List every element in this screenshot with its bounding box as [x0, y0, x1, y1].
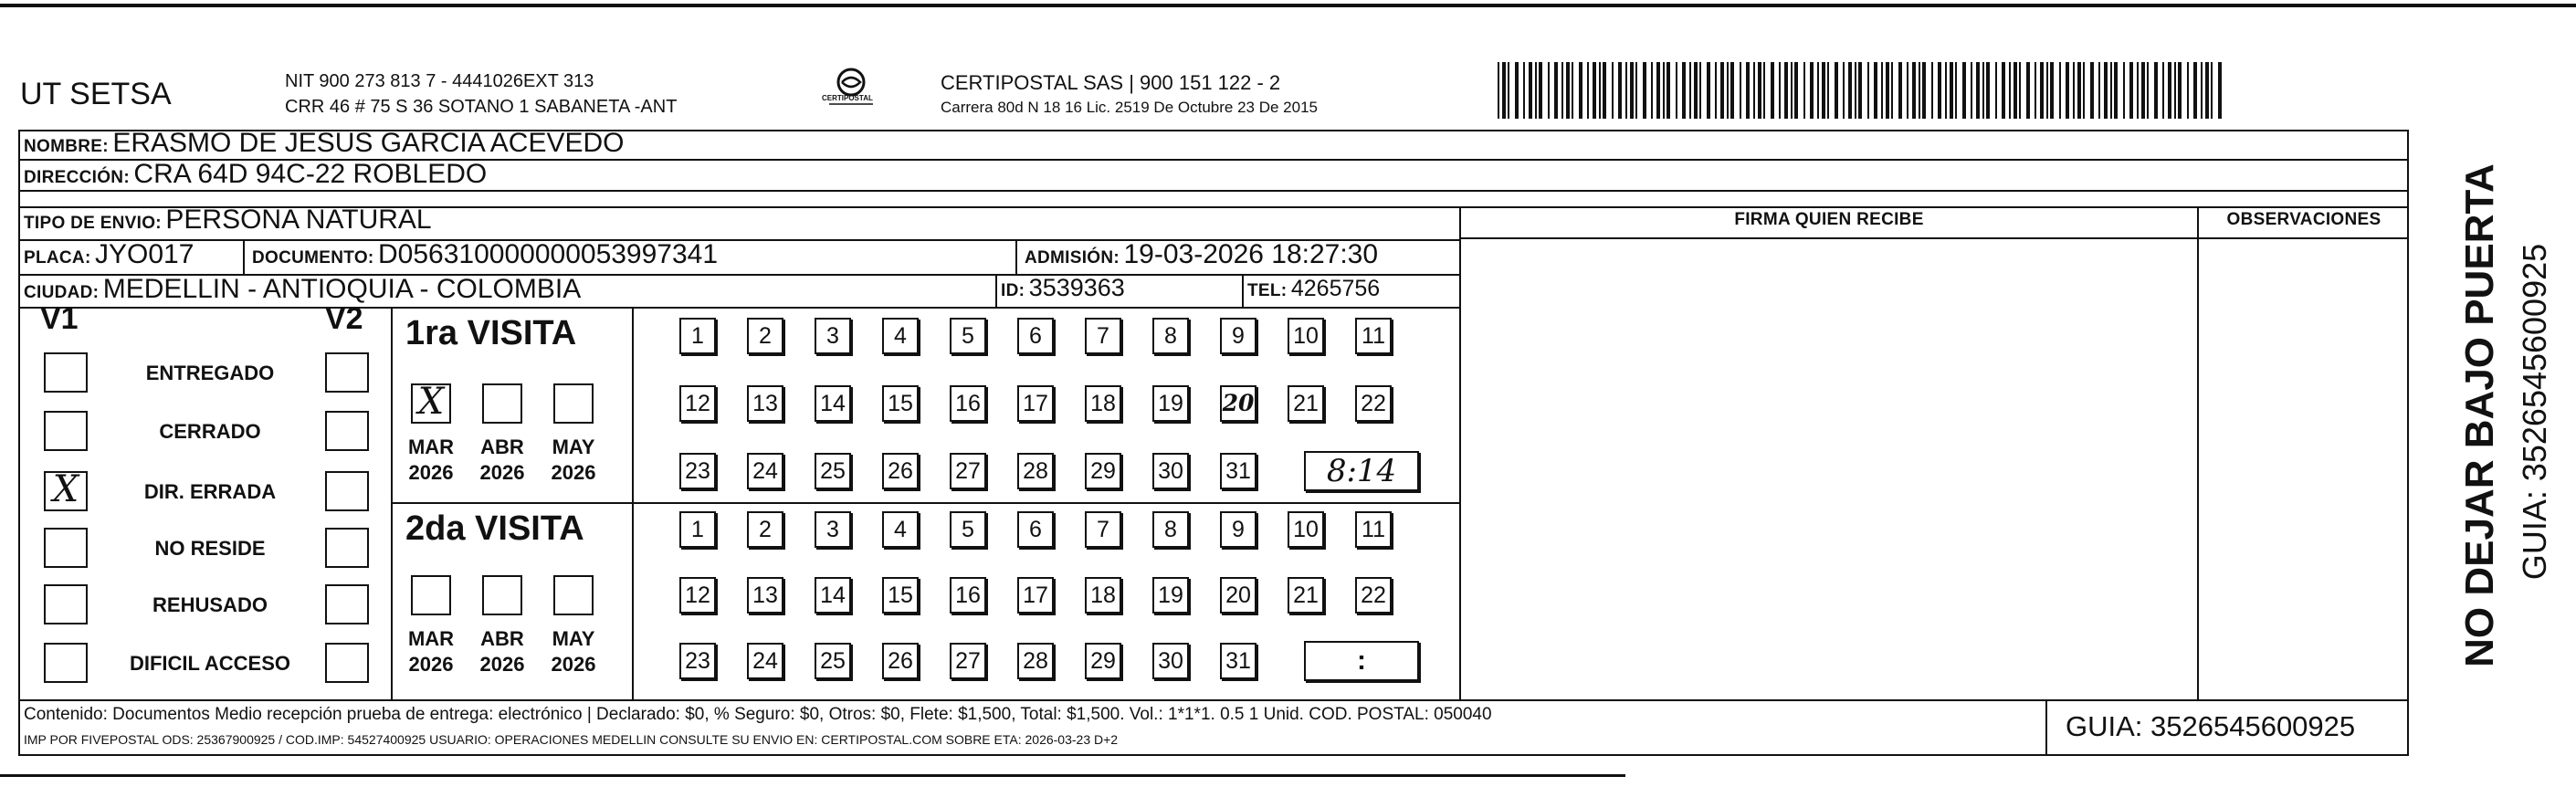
barcode-bar: [1982, 62, 1984, 119]
col-divider: [1459, 206, 1461, 699]
barcode-bar: [1919, 62, 1920, 119]
barcode-bar: [1803, 62, 1805, 119]
barcode-bar: [1667, 62, 1670, 119]
second-visit-day[interactable]: 12: [679, 577, 716, 614]
barcode-bar: [1689, 62, 1691, 119]
top-scan-line: [0, 4, 2576, 7]
barcode-bar: [2090, 62, 2094, 119]
bottom-scan-line: [0, 774, 1625, 777]
barcode-bar: [1912, 62, 1916, 119]
barcode-bar: [1618, 62, 1622, 119]
barcode-bar: [1707, 62, 1710, 119]
barcode-bar: [1995, 62, 1997, 119]
barcode-bar: [1715, 62, 1717, 119]
second-visit-day[interactable]: 3: [815, 511, 851, 548]
barcode-bar: [2019, 62, 2021, 119]
barcode-bar: [1976, 62, 1980, 119]
tipo-value: PERSONA NATURAL: [165, 205, 432, 235]
v1-checkbox[interactable]: [44, 584, 88, 624]
second-visit-month-checkbox[interactable]: [411, 575, 451, 615]
barcode-bar: [2211, 62, 2213, 119]
second-visit-month-checkbox[interactable]: [553, 575, 594, 615]
company-address: CRR 46 # 75 S 36 SOTANO 1 SABANETA -ANT: [285, 97, 678, 117]
second-visit-day[interactable]: 8: [1152, 511, 1189, 548]
second-visit-day[interactable]: 11: [1355, 511, 1392, 548]
first-visit-day[interactable]: 27: [950, 453, 986, 489]
first-visit-day[interactable]: 9: [1220, 318, 1256, 354]
month-name: ABR: [480, 435, 524, 458]
barcode-bar: [1874, 62, 1877, 119]
barcode-bar: [1971, 62, 1972, 119]
barcode-bar: [1740, 62, 1741, 119]
direccion-label: DIRECCIÓN:: [24, 168, 130, 187]
tipo-row: [24, 205, 432, 236]
logo-text: CERTIPOSTAL: [822, 94, 873, 102]
first-visit-day[interactable]: 16: [950, 385, 986, 422]
barcode-bar: [1931, 62, 1933, 119]
first-visit-day[interactable]: 30: [1152, 453, 1189, 489]
first-visit-day[interactable]: 29: [1085, 453, 1121, 489]
v2-checkbox[interactable]: [325, 584, 369, 624]
nombre-label: NOMBRE:: [24, 137, 109, 156]
month-year: 2026: [408, 461, 454, 484]
v1-checkbox[interactable]: [44, 411, 88, 451]
documento-cell: [252, 239, 718, 270]
barcode-bar: [1625, 62, 1627, 119]
barcode-bar: [2050, 62, 2054, 119]
barcode-bar: [1858, 62, 1862, 119]
barcode-bar: [2178, 62, 2182, 119]
first-visit-day[interactable]: 6: [1017, 318, 1054, 354]
status-label: DIFICIL ACCESO: [129, 652, 290, 675]
first-visit-day[interactable]: 22: [1355, 385, 1392, 422]
second-visit-day[interactable]: 21: [1288, 577, 1324, 614]
month-year: 2026: [479, 653, 525, 676]
barcode-bar: [1508, 62, 1509, 119]
barcode-bar: [1791, 62, 1793, 119]
direccion-value: CRA 64D 94C-22 ROBLEDO: [133, 159, 488, 189]
barcode-bar: [2040, 62, 2044, 119]
placa-value: JYO017: [95, 239, 195, 269]
certipostal-nit: CERTIPOSTAL SAS | 900 151 122 - 2: [941, 71, 1281, 94]
check-mark: X: [417, 381, 445, 423]
first-visit-day[interactable]: 24: [747, 453, 783, 489]
barcode-bar: [1599, 62, 1601, 119]
barcode-bar: [1502, 62, 1506, 119]
second-visit-day[interactable]: 28: [1017, 643, 1054, 679]
month-name: MAR: [407, 627, 455, 650]
status-label: CERRADO: [159, 420, 261, 443]
second-visit-month-checkbox[interactable]: [482, 575, 522, 615]
barcode-bar: [1753, 62, 1755, 119]
v1-header: V1: [40, 301, 79, 336]
row-divider: [18, 190, 2409, 192]
placa-label: PLACA:: [24, 248, 91, 268]
second-visit-day[interactable]: 31: [1220, 643, 1256, 679]
barcode-bar: [1566, 62, 1570, 119]
first-visit-day[interactable]: 8: [1152, 318, 1189, 354]
barcode-bar: [1794, 62, 1798, 119]
barcode-bar: [1635, 62, 1637, 119]
col-divider: [2197, 206, 2199, 699]
barcode-bar: [2104, 62, 2108, 119]
admision-label: ADMISIÓN:: [1025, 248, 1120, 268]
barcode-bar: [1515, 62, 1519, 119]
barcode-bar: [1938, 62, 1941, 119]
observaciones-header: OBSERVACIONES: [2226, 210, 2381, 229]
second-visit-day[interactable]: 16: [950, 577, 986, 614]
first-visit-day[interactable]: 13: [747, 385, 783, 422]
barcode-bar: [1587, 62, 1589, 119]
barcode-bar: [2168, 62, 2171, 119]
month-name: ABR: [480, 627, 524, 650]
barcode-bar: [1539, 62, 1542, 119]
barcode-bar: [2141, 62, 2145, 119]
barcode-bar: [1730, 62, 1734, 119]
barcode-bar: [1758, 62, 1761, 119]
barcode-bar: [1986, 62, 1990, 119]
col-divider: [995, 274, 997, 307]
month-year: 2026: [551, 461, 596, 484]
v1-checkbox[interactable]: [44, 528, 88, 568]
barcode-bar: [1763, 62, 1765, 119]
barcode-bar: [2110, 62, 2112, 119]
first-visit-day[interactable]: 21: [1288, 385, 1324, 422]
side-warning: NO DEJAR BAJO PUERTA: [2457, 163, 2502, 667]
second-visit-day[interactable]: 10: [1288, 511, 1324, 548]
visit-divider: [391, 502, 1461, 504]
barcode-bar: [2193, 62, 2197, 119]
first-visit-day[interactable]: 7: [1085, 318, 1121, 354]
barcode-bar: [2137, 62, 2139, 119]
month-label: [469, 626, 535, 677]
barcode-bar: [2162, 62, 2164, 119]
second-visit-day[interactable]: 20: [1220, 577, 1256, 614]
certipostal-logo: [824, 66, 878, 111]
tel-label: TEL:: [1247, 281, 1288, 300]
col-divider: [1015, 239, 1017, 274]
second-visit-day[interactable]: 15: [882, 577, 919, 614]
second-visit-day[interactable]: 13: [747, 577, 783, 614]
first-visit-day[interactable]: 1: [679, 318, 716, 354]
v2-checkbox[interactable]: [325, 528, 369, 568]
month-name: MAY: [552, 435, 595, 458]
barcode-bar: [1572, 62, 1573, 119]
barcode-bar: [2077, 62, 2081, 119]
barcode-bar: [2201, 62, 2203, 119]
barcode-bar: [1867, 62, 1869, 119]
first-visit-day[interactable]: 4: [882, 318, 919, 354]
first-visit-day[interactable]: 14: [815, 385, 851, 422]
status-label: ENTREGADO: [145, 362, 275, 384]
barcode-bar: [2066, 62, 2069, 119]
check-mark: X: [52, 468, 79, 510]
barcode-bar: [1523, 62, 1525, 119]
month-label: [541, 626, 606, 677]
status-label: DIR. ERRADA: [143, 480, 277, 503]
second-visit-time[interactable]: :: [1304, 641, 1419, 681]
barcode-bar: [2083, 62, 2085, 119]
ciudad-value: MEDELLIN - ANTIOQUIA - COLOMBIA: [102, 274, 582, 304]
v2-checkbox[interactable]: [325, 471, 369, 511]
first-visit-day[interactable]: 11: [1355, 318, 1392, 354]
barcode-bar: [1945, 62, 1947, 119]
barcode-bar: [2154, 62, 2158, 119]
v1-checkbox[interactable]: [44, 468, 88, 511]
row-divider: [18, 307, 1461, 309]
barcode-bar: [2187, 62, 2189, 119]
first-visit-day[interactable]: 17: [1017, 385, 1054, 422]
firma-header: FIRMA QUIEN RECIBE: [1734, 210, 1924, 229]
status-label: REHUSADO: [152, 593, 268, 616]
month-year: 2026: [408, 653, 454, 676]
barcode-bar: [2174, 62, 2176, 119]
barcode-bar: [1656, 62, 1660, 119]
barcode-bar: [1630, 62, 1634, 119]
barcode-bar: [1771, 62, 1774, 119]
barcode-bar: [2147, 62, 2149, 119]
first-visit-day[interactable]: 18: [1085, 385, 1121, 422]
barcode-bar: [2002, 62, 2005, 119]
v2-header: V2: [325, 301, 363, 336]
barcode-bar: [1651, 62, 1653, 119]
first-visit-day[interactable]: 23: [679, 453, 716, 489]
second-visit-day[interactable]: 23: [679, 643, 716, 679]
barcode-bar: [2035, 62, 2036, 119]
first-visit-month-checkbox[interactable]: [482, 383, 522, 424]
barcode-bar: [2059, 62, 2061, 119]
barcode-bar: [1848, 62, 1852, 119]
first-visit-month-checkbox[interactable]: [553, 383, 594, 424]
second-visit-day[interactable]: 4: [882, 511, 919, 548]
id-cell: [1001, 274, 1125, 302]
second-visit-day[interactable]: 1: [679, 511, 716, 548]
second-visit-day[interactable]: 18: [1085, 577, 1121, 614]
footer-imp: IMP POR FIVEPOSTAL ODS: 25367900925 / COD.IMP: 54527400925 USUARIO: OPERACIONES MEDELLIN CONSULTE SU ENVIO EN: CERTIPOSTAL.COM SOBRE ETA: 2026-03-23 D+2: [24, 732, 1119, 747]
v2-checkbox[interactable]: [325, 352, 369, 393]
barcode-bar: [1855, 62, 1856, 119]
side-rotated-text: [2416, 163, 2553, 676]
second-visit-day[interactable]: 25: [815, 643, 851, 679]
barcode-bar: [2123, 62, 2125, 119]
barcode-bar: [1694, 62, 1698, 119]
first-visit-day[interactable]: 25: [815, 453, 851, 489]
month-name: MAY: [552, 627, 595, 650]
first-visit-day[interactable]: 3: [815, 318, 851, 354]
tipo-label: TIPO DE ENVIO:: [24, 214, 162, 233]
barcode-bar: [1746, 62, 1750, 119]
second-visit-day[interactable]: 9: [1220, 511, 1256, 548]
company-nit: NIT 900 273 813 7 - 4441026EXT 313: [285, 71, 594, 91]
barcode-bar: [1561, 62, 1563, 119]
barcode-bar: [1699, 62, 1701, 119]
barcode-bar: [1886, 62, 1889, 119]
second-visit-header: 2da VISITA: [405, 509, 584, 548]
first-visit-day[interactable]: 20: [1220, 385, 1256, 422]
barcode-bar: [1676, 62, 1677, 119]
col-divider: [2045, 699, 2047, 756]
barcode-bar: [1720, 62, 1724, 119]
ciudad-label: CIUDAD:: [24, 283, 100, 302]
barcode-bar: [1579, 62, 1582, 119]
month-label: [398, 626, 464, 677]
documento-label: DOCUMENTO:: [252, 248, 374, 268]
month-year: 2026: [551, 653, 596, 676]
side-guia: GUIA: 3526545600925: [2516, 243, 2553, 581]
barcode-bar: [1784, 62, 1788, 119]
second-visit-day[interactable]: 2: [747, 511, 783, 548]
direccion-row: [24, 159, 487, 190]
barcode-bar: [2013, 62, 2017, 119]
placa-cell: [24, 239, 194, 270]
barcode-bar: [1922, 62, 1926, 119]
barcode-bar: [2205, 62, 2209, 119]
v1-checkbox[interactable]: [44, 352, 88, 393]
barcode-bar: [1498, 62, 1499, 119]
second-visit-day[interactable]: 19: [1152, 577, 1189, 614]
admision-cell: [1025, 239, 1378, 270]
barcode-bar: [1955, 62, 1957, 119]
barcode-bar: [1881, 62, 1883, 119]
status-label: NO RESIDE: [154, 537, 266, 560]
second-visit-day[interactable]: 14: [815, 577, 851, 614]
barcode-bar: [1898, 62, 1902, 119]
nombre-value: ERASMO DE JESUS GARCIA ACEVEDO: [112, 128, 625, 158]
barcode-bar: [1529, 62, 1532, 119]
company-name: UT SETSA: [20, 77, 172, 111]
first-visit-day[interactable]: 12: [679, 385, 716, 422]
admision-value: 19-03-2026 18:27:30: [1123, 239, 1379, 269]
footer-guia: GUIA: 3526545600925: [2066, 710, 2356, 742]
first-visit-day[interactable]: 19: [1152, 385, 1189, 422]
v2-checkbox[interactable]: [325, 643, 369, 683]
second-visit-day[interactable]: 6: [1017, 511, 1054, 548]
barcode-bar: [1643, 62, 1646, 119]
first-visit-day[interactable]: 31: [1220, 453, 1256, 489]
barcode-bar: [1554, 62, 1558, 119]
month-year: 2026: [479, 461, 525, 484]
barcode-bar: [1593, 62, 1596, 119]
first-visit-day[interactable]: 5: [950, 318, 986, 354]
barcode-bar: [1682, 62, 1686, 119]
barcode-bar: [1843, 62, 1845, 119]
first-visit-time[interactable]: 8:14: [1304, 451, 1419, 491]
barcode-bar: [2129, 62, 2133, 119]
second-visit-day[interactable]: 30: [1152, 643, 1189, 679]
col-divider: [1242, 274, 1244, 307]
barcode-bar: [1822, 62, 1825, 119]
certipostal-license: Carrera 80d N 18 16 Lic. 2519 De Octubre 23 De 2015: [941, 99, 1318, 116]
id-value: 3539363: [1028, 274, 1125, 301]
barcode-bar: [2098, 62, 2100, 119]
barcode-bar: [2073, 62, 2075, 119]
barcode-bar: [1663, 62, 1665, 119]
barcode-bar: [1727, 62, 1729, 119]
second-visit-day[interactable]: 5: [950, 511, 986, 548]
ciudad-cell: [24, 274, 581, 305]
barcode-bar: [2218, 62, 2222, 119]
barcode-bar: [1535, 62, 1537, 119]
month-label: [469, 435, 535, 486]
barcode-bar: [2046, 62, 2048, 119]
first-visit-month-checkbox[interactable]: [411, 383, 451, 424]
barcode-bar: [1603, 62, 1606, 119]
nombre-row: [24, 128, 624, 159]
barcode-bar: [2009, 62, 2011, 119]
barcode-bar: [1612, 62, 1614, 119]
second-visit-day[interactable]: 22: [1355, 577, 1392, 614]
barcode-bar: [1779, 62, 1781, 119]
first-visit-day[interactable]: 10: [1288, 318, 1324, 354]
second-visit-day[interactable]: 24: [747, 643, 783, 679]
barcode-bar: [1817, 62, 1819, 119]
v1-checkbox[interactable]: [44, 643, 88, 683]
second-visit-day[interactable]: 17: [1017, 577, 1054, 614]
month-label: [398, 435, 464, 486]
tel-value: 4265756: [1290, 276, 1381, 301]
second-visit-day[interactable]: 7: [1085, 511, 1121, 548]
barcode: [1498, 62, 2228, 119]
footer-contenido: Contenido: Documentos Medio recepción prueba de entrega: electrónico | Declarado: $0, % Seguro: $0, Otros: $0, Flete: $1,500, Total: $1,500. Vol.: 1*1*1. 0.5 1 Unid. COD. POSTAL: 050040: [24, 705, 1492, 724]
first-visit-day[interactable]: 15: [882, 385, 919, 422]
documento-value: D056310000000053997341: [378, 239, 719, 269]
tel-cell: [1247, 276, 1380, 302]
v2-checkbox[interactable]: [325, 411, 369, 451]
second-visit-day[interactable]: 26: [882, 643, 919, 679]
barcode-bar: [1907, 62, 1908, 119]
barcode-bar: [2114, 62, 2118, 119]
month-label: [541, 435, 606, 486]
first-visit-day[interactable]: 28: [1017, 453, 1054, 489]
barcode-bar: [1962, 62, 1966, 119]
first-visit-day[interactable]: 2: [747, 318, 783, 354]
col-divider: [243, 239, 245, 274]
id-label: ID:: [1001, 281, 1025, 300]
row-divider: [1461, 237, 2409, 239]
barcode-bar: [2026, 62, 2030, 119]
month-name: MAR: [407, 435, 455, 458]
barcode-bar: [1950, 62, 1953, 119]
barcode-bar: [1810, 62, 1814, 119]
barcode-bar: [1548, 62, 1550, 119]
second-visit-day[interactable]: 27: [950, 643, 986, 679]
second-visit-day[interactable]: 29: [1085, 643, 1121, 679]
barcode-bar: [1827, 62, 1829, 119]
first-visit-header: 1ra VISITA: [405, 314, 577, 352]
barcode-bar: [1891, 62, 1893, 119]
barcode-bar: [1835, 62, 1838, 119]
row-divider: [18, 699, 2409, 701]
first-visit-day[interactable]: 26: [882, 453, 919, 489]
